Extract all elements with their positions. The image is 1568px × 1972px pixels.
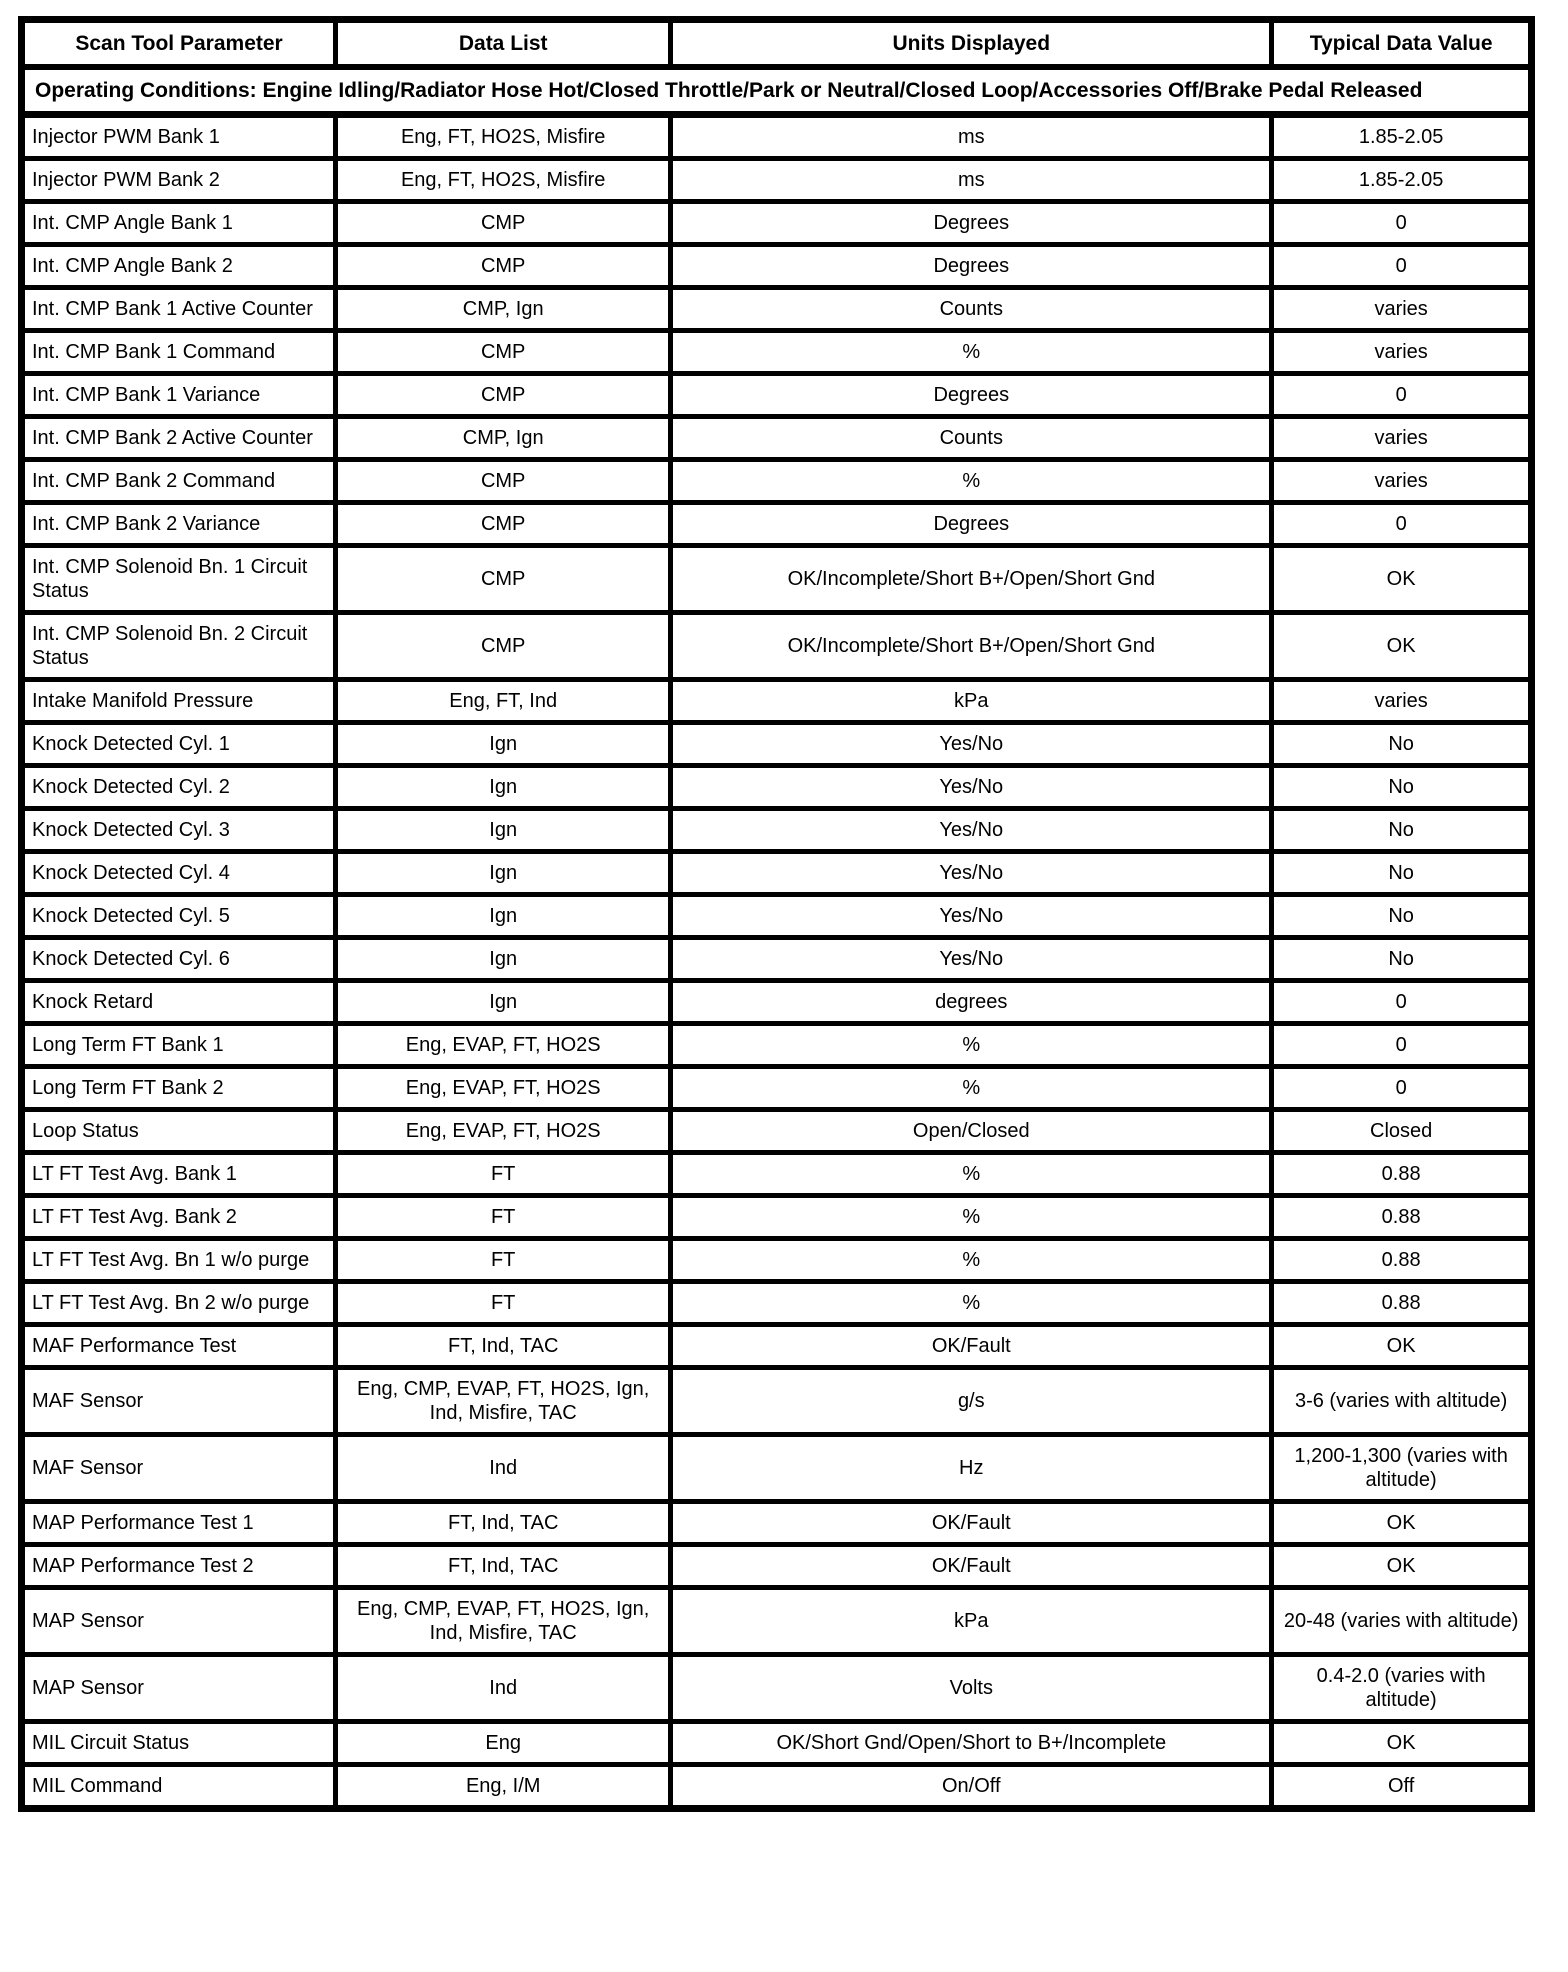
cell-units-displayed: OK/Short Gnd/Open/Short to B+/Incomplete bbox=[671, 1722, 1272, 1765]
cell-units-displayed: Yes/No bbox=[671, 766, 1272, 809]
cell-typical-data-value: 0 bbox=[1272, 1024, 1532, 1067]
cell-units-displayed: kPa bbox=[671, 1588, 1272, 1655]
cell-typical-data-value: 0 bbox=[1272, 981, 1532, 1024]
cell-data-list: Eng, FT, Ind bbox=[336, 680, 671, 723]
cell-units-displayed: g/s bbox=[671, 1368, 1272, 1435]
cell-data-list: Ign bbox=[336, 895, 671, 938]
cell-units-displayed: % bbox=[671, 1282, 1272, 1325]
cell-data-list: CMP bbox=[336, 202, 671, 245]
table-row bbox=[22, 1153, 1532, 1196]
cell-typical-data-value: 0.88 bbox=[1272, 1282, 1532, 1325]
cell-typical-data-value: No bbox=[1272, 766, 1532, 809]
cell-data-list: FT, Ind, TAC bbox=[336, 1545, 671, 1588]
cell-data-list: Ign bbox=[336, 981, 671, 1024]
table-row bbox=[22, 1325, 1532, 1368]
cell-scan-tool-parameter: LT FT Test Avg. Bank 2 bbox=[22, 1196, 336, 1239]
cell-units-displayed: % bbox=[671, 1067, 1272, 1110]
cell-units-displayed: % bbox=[671, 460, 1272, 503]
header-row bbox=[22, 20, 1532, 68]
table-head bbox=[22, 20, 1532, 115]
table-row bbox=[22, 1545, 1532, 1588]
table-row bbox=[22, 809, 1532, 852]
cell-units-displayed: Yes/No bbox=[671, 852, 1272, 895]
cell-typical-data-value: varies bbox=[1272, 331, 1532, 374]
cell-scan-tool-parameter: MAF Sensor bbox=[22, 1368, 336, 1435]
cell-scan-tool-parameter: Int. CMP Bank 2 Variance bbox=[22, 503, 336, 546]
cell-scan-tool-parameter: Knock Detected Cyl. 1 bbox=[22, 723, 336, 766]
cell-typical-data-value: 0 bbox=[1272, 1067, 1532, 1110]
cell-scan-tool-parameter: Int. CMP Angle Bank 1 bbox=[22, 202, 336, 245]
operating-conditions-row bbox=[22, 67, 1532, 115]
cell-data-list: FT bbox=[336, 1196, 671, 1239]
cell-units-displayed: Volts bbox=[671, 1655, 1272, 1722]
scan-data-table bbox=[18, 16, 1535, 1812]
cell-scan-tool-parameter: Long Term FT Bank 1 bbox=[22, 1024, 336, 1067]
cell-units-displayed: Degrees bbox=[671, 374, 1272, 417]
cell-units-displayed: On/Off bbox=[671, 1765, 1272, 1809]
cell-data-list: CMP bbox=[336, 460, 671, 503]
table-row bbox=[22, 680, 1532, 723]
cell-typical-data-value: varies bbox=[1272, 680, 1532, 723]
table-row bbox=[22, 1765, 1532, 1809]
cell-data-list: Eng, I/M bbox=[336, 1765, 671, 1809]
table-row bbox=[22, 331, 1532, 374]
cell-units-displayed: Open/Closed bbox=[671, 1110, 1272, 1153]
cell-typical-data-value: 3-6 (varies with altitude) bbox=[1272, 1368, 1532, 1435]
operating-conditions-text: Operating Conditions: Engine Idling/Radiator Hose Hot/Closed Throttle/Park or Neutral/Closed Loop/Accessories Off/Brake Pedal Released bbox=[22, 67, 1532, 115]
cell-data-list: CMP bbox=[336, 546, 671, 613]
cell-scan-tool-parameter: Knock Detected Cyl. 2 bbox=[22, 766, 336, 809]
cell-data-list: FT, Ind, TAC bbox=[336, 1325, 671, 1368]
cell-scan-tool-parameter: Long Term FT Bank 2 bbox=[22, 1067, 336, 1110]
table-row bbox=[22, 1722, 1532, 1765]
cell-scan-tool-parameter: Injector PWM Bank 2 bbox=[22, 159, 336, 202]
cell-units-displayed: Degrees bbox=[671, 202, 1272, 245]
cell-scan-tool-parameter: Int. CMP Bank 1 Command bbox=[22, 331, 336, 374]
cell-data-list: Eng, FT, HO2S, Misfire bbox=[336, 115, 671, 159]
cell-typical-data-value: 0 bbox=[1272, 374, 1532, 417]
cell-data-list: Ign bbox=[336, 766, 671, 809]
table-row bbox=[22, 417, 1532, 460]
cell-typical-data-value: 1.85-2.05 bbox=[1272, 159, 1532, 202]
cell-data-list: Eng, CMP, EVAP, FT, HO2S, Ign, Ind, Misfire, TAC bbox=[336, 1588, 671, 1655]
cell-scan-tool-parameter: Int. CMP Bank 2 Active Counter bbox=[22, 417, 336, 460]
cell-typical-data-value: 0 bbox=[1272, 503, 1532, 546]
table-row bbox=[22, 1282, 1532, 1325]
cell-units-displayed: degrees bbox=[671, 981, 1272, 1024]
cell-units-displayed: Yes/No bbox=[671, 938, 1272, 981]
cell-data-list: Ign bbox=[336, 938, 671, 981]
cell-typical-data-value: OK bbox=[1272, 1722, 1532, 1765]
cell-typical-data-value: 0.88 bbox=[1272, 1196, 1532, 1239]
table-row bbox=[22, 1435, 1532, 1502]
table-row bbox=[22, 1368, 1532, 1435]
table-row bbox=[22, 115, 1532, 159]
cell-typical-data-value: OK bbox=[1272, 1325, 1532, 1368]
cell-scan-tool-parameter: Knock Detected Cyl. 4 bbox=[22, 852, 336, 895]
cell-scan-tool-parameter: Knock Detected Cyl. 3 bbox=[22, 809, 336, 852]
col-header-units-displayed: Units Displayed bbox=[671, 20, 1272, 68]
cell-scan-tool-parameter: MAP Performance Test 2 bbox=[22, 1545, 336, 1588]
cell-units-displayed: Counts bbox=[671, 288, 1272, 331]
cell-units-displayed: % bbox=[671, 1153, 1272, 1196]
table-row bbox=[22, 460, 1532, 503]
cell-typical-data-value: No bbox=[1272, 938, 1532, 981]
cell-scan-tool-parameter: Knock Detected Cyl. 5 bbox=[22, 895, 336, 938]
cell-data-list: FT bbox=[336, 1239, 671, 1282]
cell-scan-tool-parameter: MAP Sensor bbox=[22, 1588, 336, 1655]
cell-typical-data-value: 1,200-1,300 (varies with altitude) bbox=[1272, 1435, 1532, 1502]
cell-typical-data-value: 0.88 bbox=[1272, 1239, 1532, 1282]
cell-scan-tool-parameter: MAP Performance Test 1 bbox=[22, 1502, 336, 1545]
cell-data-list: CMP bbox=[336, 503, 671, 546]
cell-scan-tool-parameter: LT FT Test Avg. Bank 1 bbox=[22, 1153, 336, 1196]
cell-data-list: Ind bbox=[336, 1435, 671, 1502]
table-row bbox=[22, 159, 1532, 202]
cell-units-displayed: Hz bbox=[671, 1435, 1272, 1502]
cell-typical-data-value: 0 bbox=[1272, 245, 1532, 288]
cell-typical-data-value: 0.4-2.0 (varies with altitude) bbox=[1272, 1655, 1532, 1722]
cell-scan-tool-parameter: Int. CMP Solenoid Bn. 2 Circuit Status bbox=[22, 613, 336, 680]
cell-typical-data-value: No bbox=[1272, 809, 1532, 852]
table-row bbox=[22, 546, 1532, 613]
cell-data-list: Eng, CMP, EVAP, FT, HO2S, Ign, Ind, Misfire, TAC bbox=[336, 1368, 671, 1435]
col-header-data-list: Data List bbox=[336, 20, 671, 68]
table-row bbox=[22, 938, 1532, 981]
cell-units-displayed: ms bbox=[671, 115, 1272, 159]
cell-units-displayed: Counts bbox=[671, 417, 1272, 460]
table-row bbox=[22, 1502, 1532, 1545]
table-row bbox=[22, 374, 1532, 417]
cell-units-displayed: OK/Fault bbox=[671, 1545, 1272, 1588]
cell-units-displayed: Yes/No bbox=[671, 809, 1272, 852]
table-row bbox=[22, 1110, 1532, 1153]
cell-typical-data-value: varies bbox=[1272, 417, 1532, 460]
cell-typical-data-value: No bbox=[1272, 852, 1532, 895]
col-header-typical-data-value: Typical Data Value bbox=[1272, 20, 1532, 68]
cell-typical-data-value: Off bbox=[1272, 1765, 1532, 1809]
cell-typical-data-value: 20-48 (varies with altitude) bbox=[1272, 1588, 1532, 1655]
cell-typical-data-value: OK bbox=[1272, 1545, 1532, 1588]
cell-typical-data-value: OK bbox=[1272, 546, 1532, 613]
table-row bbox=[22, 1196, 1532, 1239]
cell-scan-tool-parameter: Int. CMP Bank 1 Variance bbox=[22, 374, 336, 417]
table-body bbox=[22, 115, 1532, 1809]
cell-units-displayed: OK/Incomplete/Short B+/Open/Short Gnd bbox=[671, 613, 1272, 680]
cell-scan-tool-parameter: LT FT Test Avg. Bn 1 w/o purge bbox=[22, 1239, 336, 1282]
cell-typical-data-value: varies bbox=[1272, 288, 1532, 331]
cell-units-displayed: Degrees bbox=[671, 245, 1272, 288]
table-row bbox=[22, 766, 1532, 809]
table-row bbox=[22, 288, 1532, 331]
cell-data-list: Ign bbox=[336, 809, 671, 852]
cell-typical-data-value: No bbox=[1272, 723, 1532, 766]
table-row bbox=[22, 1239, 1532, 1282]
cell-typical-data-value: 0 bbox=[1272, 202, 1532, 245]
table-row bbox=[22, 245, 1532, 288]
cell-units-displayed: % bbox=[671, 331, 1272, 374]
cell-scan-tool-parameter: MAP Sensor bbox=[22, 1655, 336, 1722]
cell-scan-tool-parameter: Int. CMP Angle Bank 2 bbox=[22, 245, 336, 288]
cell-typical-data-value: varies bbox=[1272, 460, 1532, 503]
cell-typical-data-value: OK bbox=[1272, 1502, 1532, 1545]
cell-units-displayed: Degrees bbox=[671, 503, 1272, 546]
cell-data-list: FT, Ind, TAC bbox=[336, 1502, 671, 1545]
cell-typical-data-value: OK bbox=[1272, 613, 1532, 680]
cell-units-displayed: % bbox=[671, 1239, 1272, 1282]
cell-units-displayed: % bbox=[671, 1024, 1272, 1067]
cell-data-list: Eng, EVAP, FT, HO2S bbox=[336, 1067, 671, 1110]
table-row bbox=[22, 1655, 1532, 1722]
cell-data-list: CMP bbox=[336, 331, 671, 374]
cell-scan-tool-parameter: Injector PWM Bank 1 bbox=[22, 115, 336, 159]
cell-scan-tool-parameter: LT FT Test Avg. Bn 2 w/o purge bbox=[22, 1282, 336, 1325]
cell-data-list: Eng, FT, HO2S, Misfire bbox=[336, 159, 671, 202]
cell-typical-data-value: 0.88 bbox=[1272, 1153, 1532, 1196]
cell-scan-tool-parameter: Knock Detected Cyl. 6 bbox=[22, 938, 336, 981]
cell-scan-tool-parameter: Knock Retard bbox=[22, 981, 336, 1024]
cell-data-list: CMP bbox=[336, 374, 671, 417]
cell-units-displayed: Yes/No bbox=[671, 723, 1272, 766]
cell-scan-tool-parameter: MIL Circuit Status bbox=[22, 1722, 336, 1765]
table-row bbox=[22, 1024, 1532, 1067]
cell-units-displayed: ms bbox=[671, 159, 1272, 202]
table-row bbox=[22, 895, 1532, 938]
cell-scan-tool-parameter: Int. CMP Bank 1 Active Counter bbox=[22, 288, 336, 331]
cell-data-list: Ind bbox=[336, 1655, 671, 1722]
cell-data-list: CMP bbox=[336, 613, 671, 680]
cell-data-list: CMP, Ign bbox=[336, 288, 671, 331]
table-row bbox=[22, 1588, 1532, 1655]
cell-scan-tool-parameter: Loop Status bbox=[22, 1110, 336, 1153]
table-row bbox=[22, 613, 1532, 680]
cell-data-list: Ign bbox=[336, 723, 671, 766]
cell-typical-data-value: No bbox=[1272, 895, 1532, 938]
cell-data-list: FT bbox=[336, 1153, 671, 1196]
table-row bbox=[22, 981, 1532, 1024]
cell-units-displayed: OK/Incomplete/Short B+/Open/Short Gnd bbox=[671, 546, 1272, 613]
cell-units-displayed: kPa bbox=[671, 680, 1272, 723]
table-row bbox=[22, 723, 1532, 766]
cell-scan-tool-parameter: Intake Manifold Pressure bbox=[22, 680, 336, 723]
cell-data-list: Eng, EVAP, FT, HO2S bbox=[336, 1024, 671, 1067]
table-row bbox=[22, 852, 1532, 895]
table-row bbox=[22, 503, 1532, 546]
cell-data-list: Eng bbox=[336, 1722, 671, 1765]
cell-units-displayed: % bbox=[671, 1196, 1272, 1239]
cell-data-list: CMP bbox=[336, 245, 671, 288]
cell-typical-data-value: 1.85-2.05 bbox=[1272, 115, 1532, 159]
cell-data-list: Eng, EVAP, FT, HO2S bbox=[336, 1110, 671, 1153]
cell-scan-tool-parameter: MAF Performance Test bbox=[22, 1325, 336, 1368]
table-row bbox=[22, 1067, 1532, 1110]
cell-units-displayed: OK/Fault bbox=[671, 1502, 1272, 1545]
cell-data-list: FT bbox=[336, 1282, 671, 1325]
cell-units-displayed: Yes/No bbox=[671, 895, 1272, 938]
cell-data-list: CMP, Ign bbox=[336, 417, 671, 460]
cell-scan-tool-parameter: Int. CMP Solenoid Bn. 1 Circuit Status bbox=[22, 546, 336, 613]
cell-scan-tool-parameter: Int. CMP Bank 2 Command bbox=[22, 460, 336, 503]
col-header-scan-tool-parameter: Scan Tool Parameter bbox=[22, 20, 336, 68]
cell-units-displayed: OK/Fault bbox=[671, 1325, 1272, 1368]
cell-scan-tool-parameter: MIL Command bbox=[22, 1765, 336, 1809]
cell-data-list: Ign bbox=[336, 852, 671, 895]
cell-typical-data-value: Closed bbox=[1272, 1110, 1532, 1153]
table-row bbox=[22, 202, 1532, 245]
cell-scan-tool-parameter: MAF Sensor bbox=[22, 1435, 336, 1502]
